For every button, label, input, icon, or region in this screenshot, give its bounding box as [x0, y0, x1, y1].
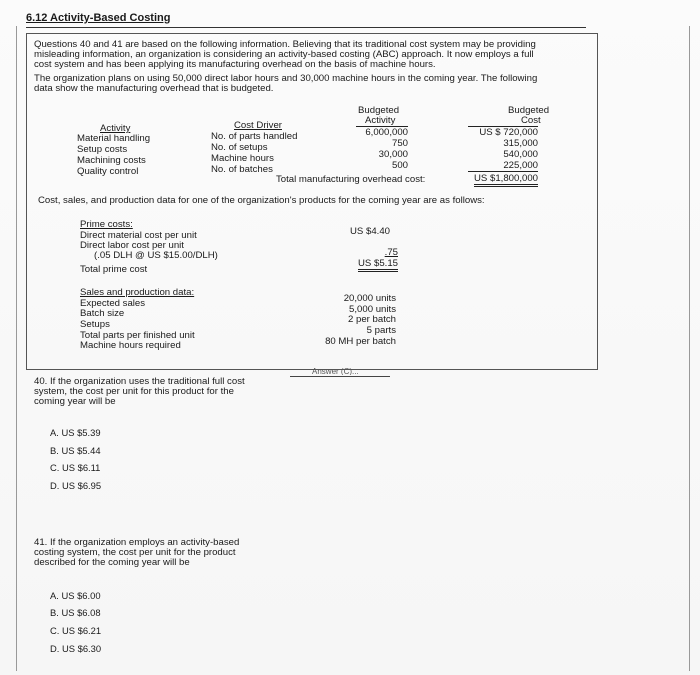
answer-label: Answer (C)...: [312, 367, 359, 375]
col-header-budgeted-cost: Cost: [521, 115, 541, 126]
section-title: 6.12 Activity-Based Costing: [26, 12, 171, 24]
option-text: US $6.11: [61, 462, 101, 473]
option-letter: D.: [50, 643, 60, 654]
cost-section-lead: Cost, sales, and production data for one of the organization's products for the coming year are as follows:: [38, 195, 485, 206]
col-header-budgeted-activity: Activity: [365, 115, 396, 126]
sales-item-label: Setups: [80, 319, 110, 330]
activity-driver: Machine hours: [211, 153, 274, 164]
q41-option-a[interactable]: [50, 590, 101, 601]
sales-item-value: 2 per batch: [347, 314, 396, 325]
activity-name: Machining costs: [77, 155, 146, 166]
q40-line: coming year will be: [34, 396, 116, 407]
sales-item-label: Machine hours required: [80, 340, 181, 351]
q40-line: system, the cost per unit for this product for the: [34, 386, 234, 397]
dm-label: Direct material cost per unit: [80, 230, 197, 241]
activity-qty: 750: [391, 138, 408, 149]
activity-qty: 6,000,000: [365, 127, 408, 138]
option-text: US $6.95: [61, 480, 102, 491]
answer-separator: [290, 376, 390, 377]
q40-option-c[interactable]: [50, 462, 100, 473]
option-text: US $6.21: [61, 625, 102, 636]
activity-name: Setup costs: [77, 144, 128, 155]
q40-option-b[interactable]: [50, 445, 101, 456]
total-prime-value: [350, 259, 398, 269]
sales-heading: Sales and production data:: [80, 287, 195, 298]
dl-detail: (.05 DLH @ US $15.00/DLH): [94, 250, 218, 261]
option-text: US $6.08: [61, 607, 101, 618]
q41-line: costing system, the cost per unit for the product: [34, 547, 236, 558]
activity-name: Material handling: [77, 133, 151, 144]
option-letter: A.: [50, 590, 59, 601]
intro-line: data show the manufacturing overhead that is budgeted.: [34, 83, 274, 94]
option-letter: B.: [50, 445, 59, 456]
col-header-cost-driver: Cost Driver: [234, 120, 282, 131]
dl-value: [350, 248, 398, 258]
activity-cost: 540,000: [503, 149, 538, 160]
dl-amount: .75: [384, 247, 398, 258]
q40-option-a[interactable]: [50, 427, 101, 438]
sales-item-value: 20,000 units: [343, 293, 396, 304]
sales-item-label: Batch size: [80, 308, 125, 319]
cost-header-rule: [468, 126, 538, 127]
activity-cost: US $ 720,000: [479, 127, 538, 138]
total-overhead-amount: US $1,800,000: [474, 173, 538, 187]
intro-line: cost system and has been applying its manufacturing overhead on the basis of machine hours.: [34, 59, 436, 70]
option-text: US $5.44: [61, 445, 101, 456]
option-letter: A.: [50, 427, 59, 438]
dm-value: US $4.40: [350, 226, 391, 237]
intro-line: The organization plans on using 50,000 direct labor hours and 30,000 machine hours in the coming year. The following: [34, 73, 538, 84]
title-rule: [26, 27, 586, 28]
option-letter: D.: [50, 480, 60, 491]
q41-option-c[interactable]: [50, 625, 101, 636]
qty-header-rule: [356, 126, 408, 127]
option-letter: B.: [50, 607, 59, 618]
q41-line: described for the coming year will be: [34, 557, 190, 568]
option-text: US $5.39: [61, 427, 101, 438]
sales-item-value: 5 parts: [366, 325, 396, 336]
sales-item-value: 5,000 units: [349, 304, 396, 315]
sales-item-label: Total parts per finished unit: [80, 330, 195, 341]
q41-option-b[interactable]: [50, 607, 101, 618]
total-overhead-value: [468, 174, 538, 184]
option-text: US $6.30: [61, 643, 102, 654]
q40-option-d[interactable]: [50, 480, 101, 491]
option-text: US $6.00: [61, 590, 101, 601]
col-header-activity: Activity: [100, 123, 131, 134]
q41-line: 41. If the organization employs an activity-based: [34, 537, 240, 548]
activity-cost: 225,000: [503, 160, 538, 171]
activity-driver: No. of parts handled: [211, 131, 298, 142]
prime-costs-heading: Prime costs:: [80, 219, 133, 230]
activity-qty: 30,000: [378, 149, 408, 160]
intro-line: Questions 40 and 41 are based on the following information. Believing that its traditional cost system may be providing: [34, 39, 536, 50]
activity-driver: No. of batches: [211, 164, 273, 175]
sales-item-value: 80 MH per batch: [325, 336, 396, 347]
activity-cost: 315,000: [503, 138, 538, 149]
col-header-budgeted-activity: Budgeted: [358, 105, 400, 116]
dl-label: Direct labor cost per unit: [80, 240, 184, 251]
activity-driver: No. of setups: [211, 142, 268, 153]
option-letter: C.: [50, 625, 60, 636]
activity-name: Quality control: [77, 166, 139, 177]
q40-line: 40. If the organization uses the traditional full cost: [34, 376, 245, 387]
sales-item-label: Expected sales: [80, 298, 146, 309]
total-prime-amount: US $5.15: [358, 258, 398, 272]
option-letter: C.: [50, 462, 60, 473]
cost-sum-rule: [468, 171, 538, 172]
col-header-budgeted-cost: Budgeted: [508, 105, 550, 116]
intro-line: misleading information, an organization is considering an activity-based costing (ABC) approach. It now employs a full: [34, 49, 534, 60]
activity-qty: 500: [391, 160, 408, 171]
total-overhead-label: Total manufacturing overhead cost:: [276, 174, 426, 185]
total-prime-label: Total prime cost: [80, 264, 148, 275]
q41-option-d[interactable]: [50, 643, 101, 654]
